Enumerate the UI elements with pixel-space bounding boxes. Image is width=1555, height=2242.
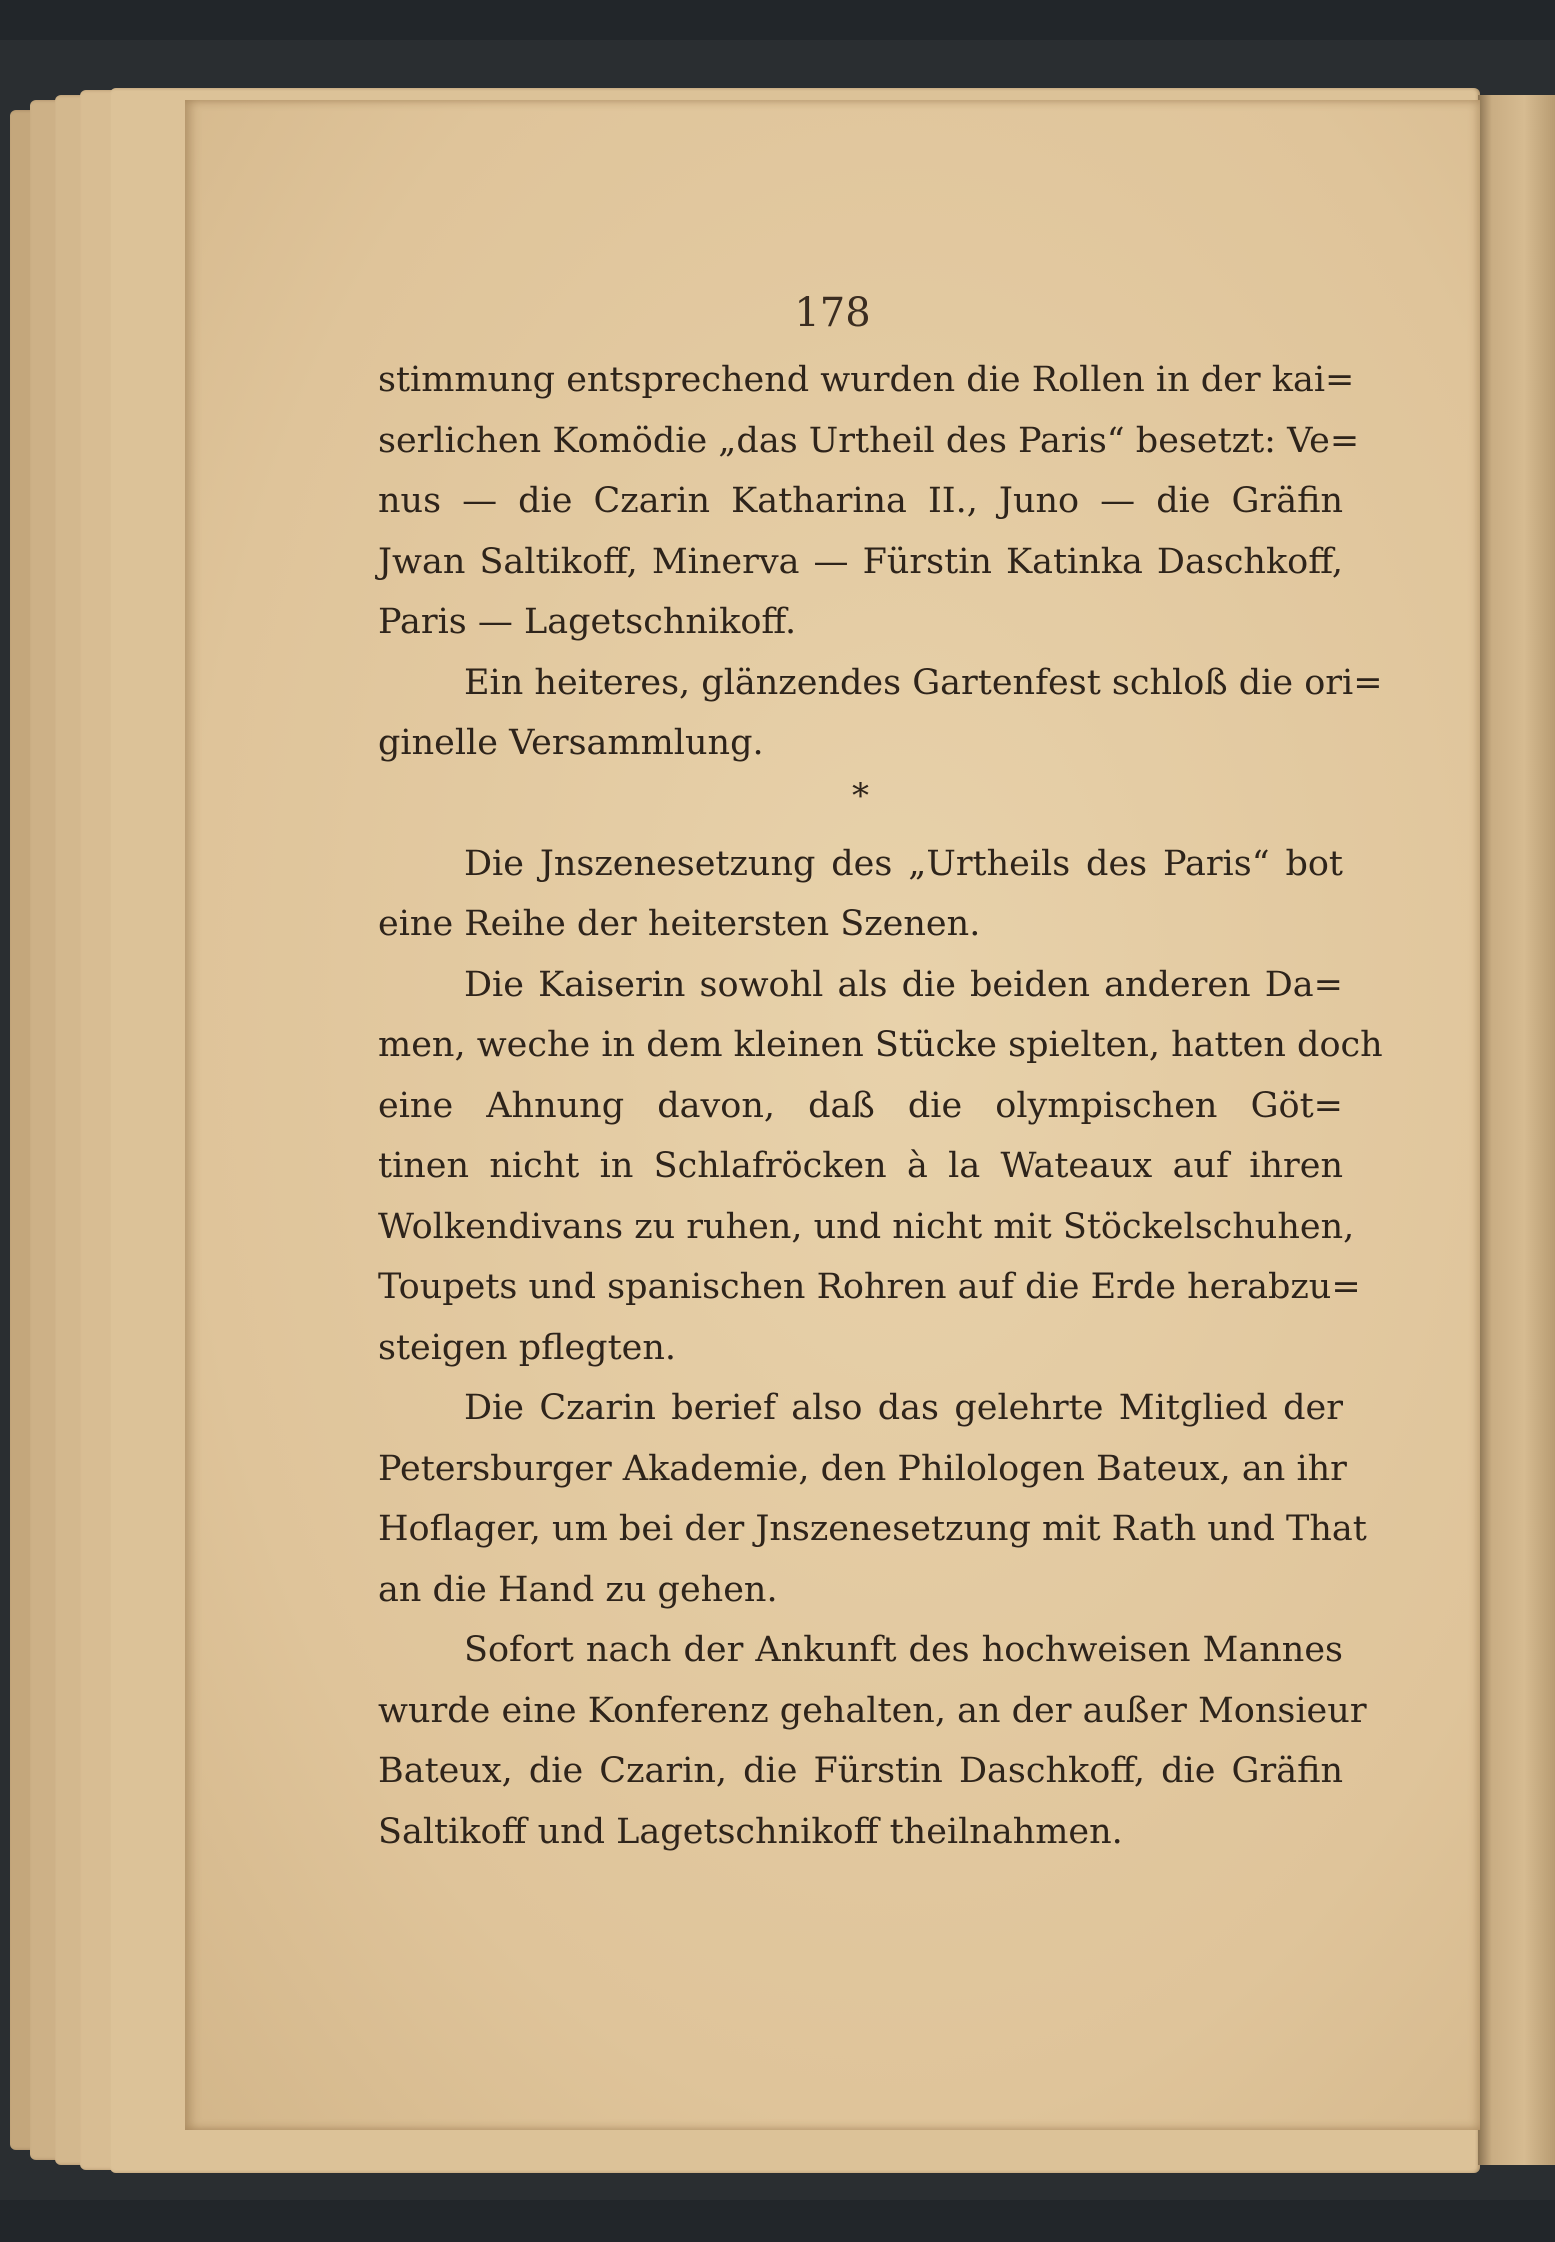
text-line: Bateux, die Czarin, die Fürstin Daschkoff, die Gräfin: [378, 1751, 1343, 1791]
text-line: Die Jnszenesetzung des „Urtheils des Paris“ bot: [464, 843, 1343, 884]
text-line: Hoflager, um bei der Jnszenesetzung mit Rath und That: [378, 1509, 1367, 1549]
text-line: Saltikoff und Lagetschnikoff theilnahmen.: [378, 1811, 1123, 1852]
book-page: [185, 100, 1480, 2130]
text-line: men, weche in dem kleinen Stücke spielten, hatten doch: [378, 1025, 1383, 1065]
text-line: Paris — Lagetschnikoff.: [378, 602, 797, 642]
text-line: ginelle Versammlung.: [378, 723, 764, 763]
page-number: 178: [794, 290, 871, 336]
book-gutter: [1478, 95, 1555, 2165]
text-line: Die Czarin berief also das gelehrte Mitglied der: [464, 1388, 1343, 1428]
text-line: serlichen Komödie „das Urtheil des Paris“ besetzt: Ve=: [378, 420, 1360, 461]
section-separator: *: [852, 775, 869, 816]
text-line: Ein heiteres, glänzendes Gartenfest schloß die ori=: [464, 662, 1383, 703]
text-line: eine Reihe der heitersten Szenen.: [378, 904, 981, 944]
text-line: Toupets und spanischen Rohren auf die Erde herabzu=: [378, 1267, 1361, 1307]
text-line: Jwan Saltikoff, Minerva — Fürstin Katinka Daschkoff,: [378, 541, 1343, 582]
text-line: steigen pflegten.: [378, 1327, 677, 1368]
text-line: nus — die Czarin Katharina II., Juno — die Gräfin: [378, 481, 1343, 521]
text-line: stimmung entsprechend wurden die Rollen in der kai=: [378, 360, 1355, 400]
text-line: Sofort nach der Ankunft des hochweisen Mannes: [464, 1630, 1343, 1670]
text-line: an die Hand zu gehen.: [378, 1569, 778, 1610]
text-line: Petersburger Akademie, den Philologen Bateux, an ihr: [378, 1448, 1347, 1489]
text-line: tinen nicht in Schlafröcken à la Wateaux auf ihren: [378, 1146, 1343, 1186]
text-line: Die Kaiserin sowohl als die beiden anderen Da=: [464, 964, 1343, 1005]
text-line: eine Ahnung davon, daß die olympischen Göt=: [378, 1085, 1343, 1126]
text-line: wurde eine Konferenz gehalten, an der außer Monsieur: [378, 1690, 1367, 1731]
page-text: [378, 350, 1383, 1862]
text-line: Wolkendivans zu ruhen, und nicht mit Stöckelschuhen,: [378, 1206, 1355, 1247]
